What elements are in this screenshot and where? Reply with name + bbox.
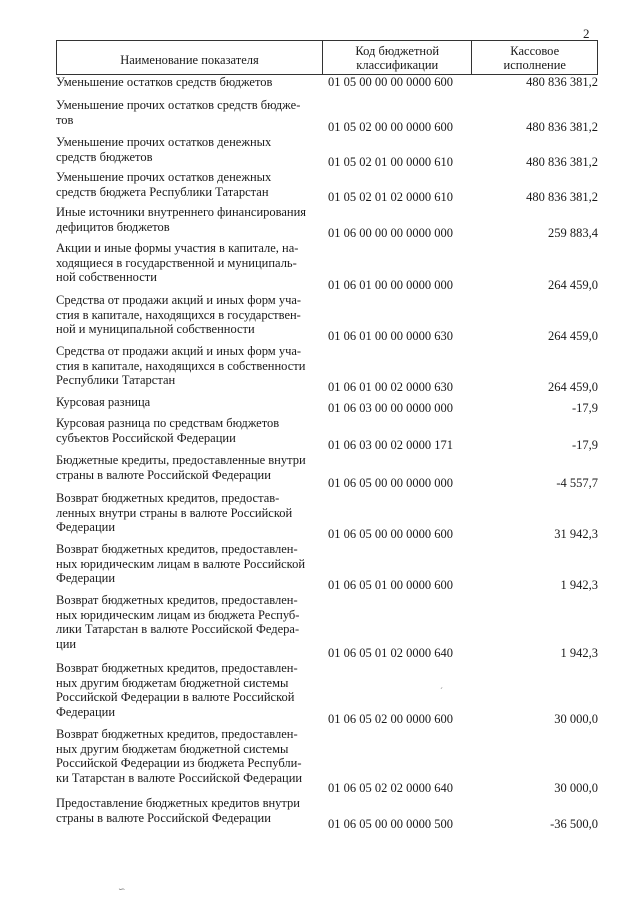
row-name: Предоставление бюджетных кредитов внутри страны в валюте Российской Федерации (56, 796, 300, 825)
row-code: 01 06 03 00 02 0000 171 (328, 438, 453, 453)
row-code: 01 05 00 00 00 0000 600 (328, 75, 453, 89)
row-name: Возврат бюджетных кредитов, предостав- ленных внутри страны в валюте Российской Федерации (56, 491, 293, 535)
row-code: 01 06 05 01 02 0000 640 (328, 646, 453, 661)
row-amount: -36 500,0 (550, 817, 598, 832)
header-code: Код бюджетной классификации (322, 41, 471, 74)
row-name: Возврат бюджетных кредитов, предоставлен- ных юридическим лицам из бюджета Респуб- лики Татарстан в валюте Российской Федера- ции (56, 593, 300, 651)
row-amount: 264 459,0 (548, 278, 598, 293)
table-row (56, 661, 598, 727)
table-row (56, 205, 598, 241)
row-code: 01 06 05 00 00 0000 500 (328, 817, 453, 832)
row-name: Акции и иные формы участия в капитале, на- ходящиеся в государственной и муниципаль- ной собственности (56, 241, 299, 285)
row-amount: 480 836 381,2 (526, 155, 598, 170)
row-name: Возврат бюджетных кредитов, предоставлен- ных другим бюджетам бюджетной системы Российской Федерации в валюте Российской Федерации (56, 661, 298, 719)
row-amount: -17,9 (571, 401, 598, 416)
row-amount: 1 942,3 (560, 578, 598, 593)
row-name: Бюджетные кредиты, предоставленные внутри страны в валюте Российской Федерации (56, 453, 306, 482)
table-row (56, 453, 598, 491)
row-amount: 259 883,4 (548, 226, 598, 241)
row-name: Уменьшение прочих остатков денежных средств бюджета Республики Татарстан (56, 170, 272, 199)
row-code: 01 06 01 00 00 0000 630 (328, 329, 453, 344)
table-row (56, 170, 598, 205)
row-amount: 264 459,0 (548, 329, 598, 344)
row-code: 01 06 05 02 02 0000 640 (328, 781, 453, 796)
row-code: 01 05 02 01 02 0000 610 (328, 190, 453, 205)
row-name: Средства от продажи акций и иных форм уча- стия в капитале, находящихся в собственности Республики Татарстан (56, 344, 306, 388)
table-row (56, 727, 598, 796)
row-amount: 480 836 381,2 (526, 190, 598, 205)
row-name: Уменьшение прочих остатков денежных средств бюджетов (56, 135, 272, 164)
row-code: 01 06 05 00 00 0000 000 (328, 476, 453, 491)
table-row (56, 395, 598, 416)
row-name: Курсовая разница (56, 395, 151, 409)
row-name: Уменьшение прочих остатков средств бюдже- тов (56, 98, 301, 127)
header-name: Наименование показателя (120, 52, 259, 67)
row-code: 01 06 05 00 00 0000 600 (328, 527, 453, 542)
header-amount: Кассовое исполнение (471, 41, 597, 74)
row-code: 01 05 02 01 00 0000 610 (328, 155, 453, 170)
row-amount: 30 000,0 (554, 712, 598, 727)
row-amount: 1 942,3 (560, 646, 598, 661)
row-amount: 480 836 381,2 (526, 75, 598, 89)
row-code: 01 06 05 02 00 0000 600 (328, 712, 453, 727)
row-amount: 264 459,0 (548, 380, 598, 395)
row-code: 01 06 01 00 00 0000 000 (328, 278, 453, 293)
page-number: 2 (583, 26, 590, 41)
scan-speck: ∽ (118, 884, 126, 894)
row-code: 01 05 02 00 00 0000 600 (328, 120, 453, 135)
row-amount: 31 942,3 (554, 527, 598, 542)
table-row (56, 491, 598, 542)
row-code: 01 06 05 01 00 0000 600 (328, 578, 453, 593)
table-row (56, 416, 598, 453)
row-code: 01 06 00 00 00 0000 000 (328, 226, 453, 241)
row-amount: -17,9 (571, 438, 598, 453)
table-header (56, 40, 598, 75)
row-name: Возврат бюджетных кредитов, предоставлен- ных юридическим лицам в валюте Российской Федерации (56, 542, 306, 586)
row-name: Уменьшение остатков средств бюджетов (56, 75, 273, 89)
row-amount: 30 000,0 (554, 781, 598, 796)
row-name: Средства от продажи акций и иных форм уча- стия в капитале, находящихся в государствен- ной и муниципальной собственности (56, 293, 302, 337)
budget-table (56, 40, 598, 832)
row-code: 01 06 03 00 00 0000 000 (328, 401, 453, 416)
table-row (56, 344, 598, 395)
table-row (56, 135, 598, 170)
row-name: Курсовая разница по средствам бюджетов субъектов Российской Федерации (56, 416, 280, 445)
scan-speck: ˊ (440, 686, 443, 696)
table-row (56, 796, 598, 832)
row-code: 01 06 01 00 02 0000 630 (328, 380, 453, 395)
table-row (56, 542, 598, 593)
row-amount: 480 836 381,2 (526, 120, 598, 135)
table-row (56, 293, 598, 344)
row-amount: -4 557,7 (556, 476, 598, 491)
table-row (56, 593, 598, 661)
table-row (56, 98, 598, 135)
table-row (56, 241, 598, 293)
table-row (56, 75, 598, 98)
row-name: Возврат бюджетных кредитов, предоставлен- ных другим бюджетам бюджетной системы Российской Федерации из бюджета Республи- ки Татарстан в валюте Российской Федерации (56, 727, 303, 785)
row-name: Иные источники внутреннего финансирования дефицитов бюджетов (56, 205, 307, 234)
